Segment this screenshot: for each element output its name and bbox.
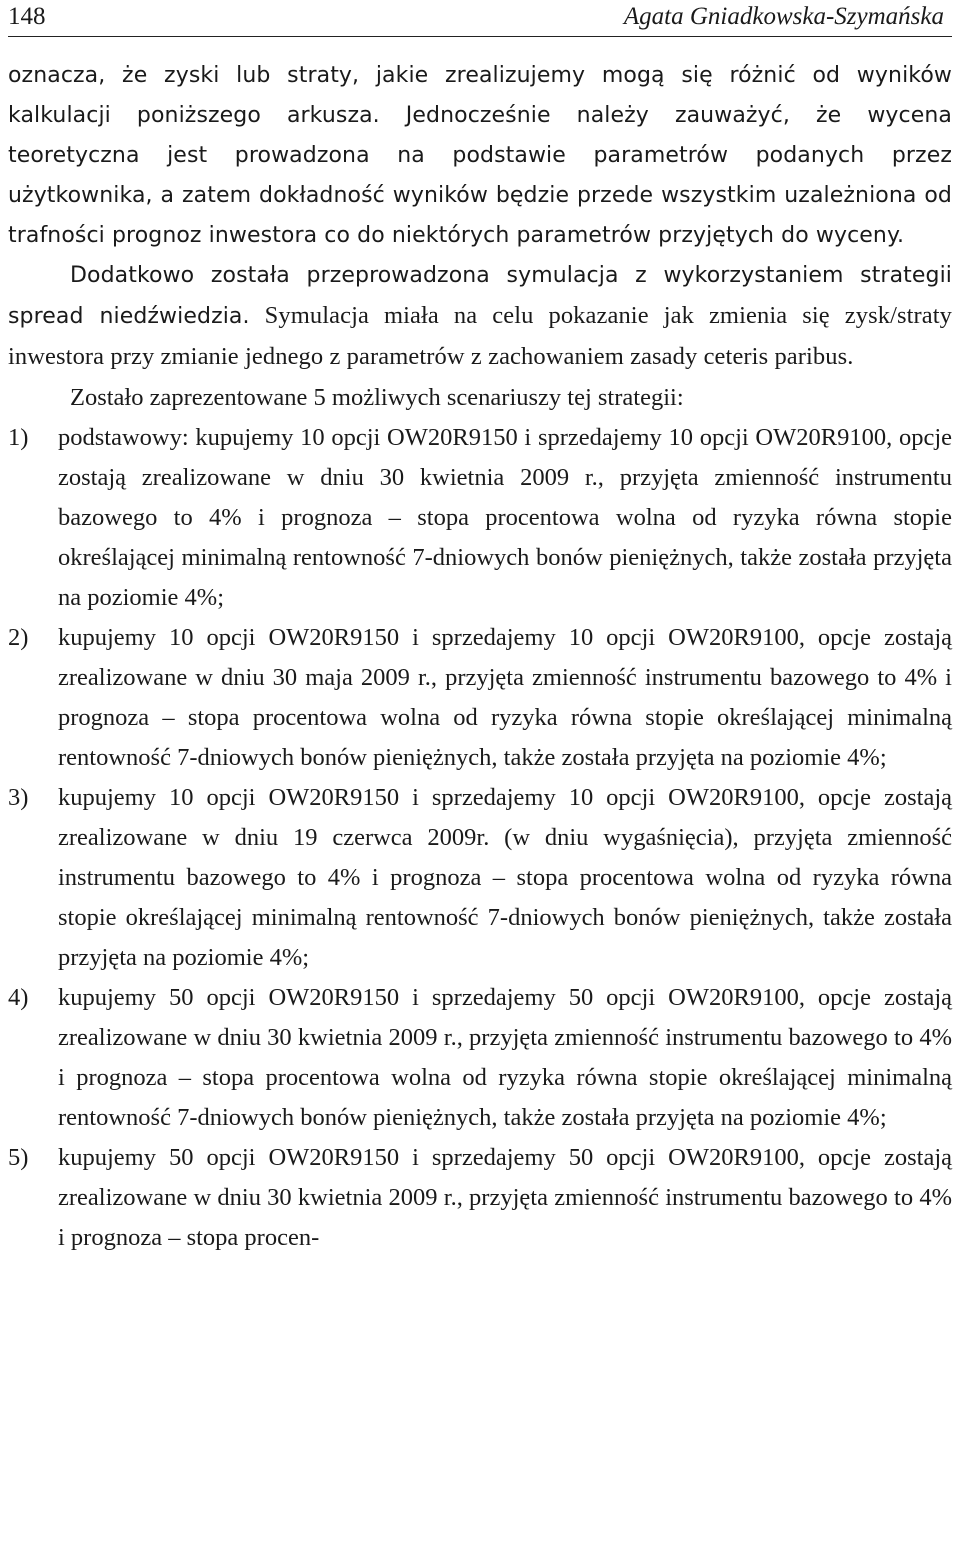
scenario-number: 1) — [8, 424, 29, 451]
paragraph-simulation — [8, 256, 952, 378]
scenario-number: 3) — [8, 784, 29, 811]
scenario-number: 4) — [8, 984, 29, 1011]
scenario-text: kupujemy 50 opcji OW20R9150 i sprzedajemy 50 opcji OW20R9100, opcje zostają zrealizowane w dniu 30 kwietnia 2009 r., przyjęta zmienność instrumentu bazowego to 4% i prognoza – stopa procentowa wolna od ryzyka równa stopie określającej minimalną rentowność 7-dniowych bonów pieniężnych, także została przyjęta na poziomie 4%; — [58, 984, 952, 1131]
scenario-number: 2) — [8, 624, 29, 651]
running-head: Agata Gniadkowska-Szymańska — [623, 3, 944, 30]
scenario-list — [8, 418, 952, 1258]
scenario-text: kupujemy 10 opcji OW20R9150 i sprzedajemy 10 opcji OW20R9100, opcje zostają zrealizowane w dniu 30 maja 2009 r., przyjęta zmienność instrumentu bazowego to 4% i prognoza – stopa procentowa wolna od ryzyka równa stopie określającej minimalną rentowność 7-dniowych bonów pieniężnych, także została przyjęta na poziomie 4%; — [58, 624, 952, 771]
paragraph-scenarios-intro: Zostało zaprezentowane 5 możliwych scenariuszy tej strategii: — [70, 384, 684, 411]
scenario-item — [8, 978, 952, 1138]
simulation-sentence-1: Dodatkowo została przeprowadzona symulacja z wykorzystaniem strategii spread niedźwiedzia. — [8, 263, 952, 329]
scenario-text: podstawowy: kupujemy 10 opcji OW20R9150 i sprzedajemy 10 opcji OW20R9100, opcje zostają zrealizowane w dniu 30 kwietnia 2009 r., przyjęta zmienność instrumentu bazowego to 4% i prognoza – stopa procentowa wolna od ryzyka równa stopie określającej minimalną rentowność 7-dniowych bonów pieniężnych, także została przyjęta na poziomie 4%; — [58, 424, 952, 611]
scenario-text: kupujemy 10 opcji OW20R9150 i sprzedajemy 10 opcji OW20R9100, opcje zostają zrealizowane w dniu 19 czerwca 2009r. (w dniu wygaśnięcia), przyjęta zmienność instrumentu bazowego to 4% i prognoza – stopa procentowa wolna od ryzyka równa stopie określającej minimalną rentowność 7-dniowych bonów pieniężnych, także została przyjęta na poziomie 4%; — [58, 784, 952, 971]
page-header — [8, 0, 952, 37]
paragraph-intro: oznacza, że zyski lub straty, jakie zrealizujemy mogą się różnić od wyników kalkulacji poniższego arkusza. Jednocześnie należy zauważyć, że wycena teoretyczna jest prowadzona na podstawie parametrów podanych przez użytkownika, a zatem dokładność wyników będzie przede wszystkim uzależniona od trafności prognoz inwestora co do niektórych parametrów przyjętych do wyceny. — [8, 63, 952, 248]
scenario-number: 5) — [8, 1144, 29, 1171]
scenario-text: kupujemy 50 opcji OW20R9150 i sprzedajemy 50 opcji OW20R9100, opcje zostają zrealizowane w dniu 30 kwietnia 2009 r., przyjęta zmienność instrumentu bazowego to 4% i prognoza – stopa procen- — [58, 1144, 952, 1251]
scenario-item — [8, 418, 952, 618]
scenario-item — [8, 618, 952, 778]
scenario-item — [8, 1138, 952, 1258]
body-text — [8, 56, 952, 1258]
simulation-sentence-2: Symulacja miała na celu pokazanie jak zmienia się zysk/straty inwestora przy zmianie jednego z parametrów z zachowaniem zasady ceteris paribus. — [8, 302, 953, 370]
scenario-item — [8, 778, 952, 978]
page-number: 148 — [8, 3, 46, 30]
